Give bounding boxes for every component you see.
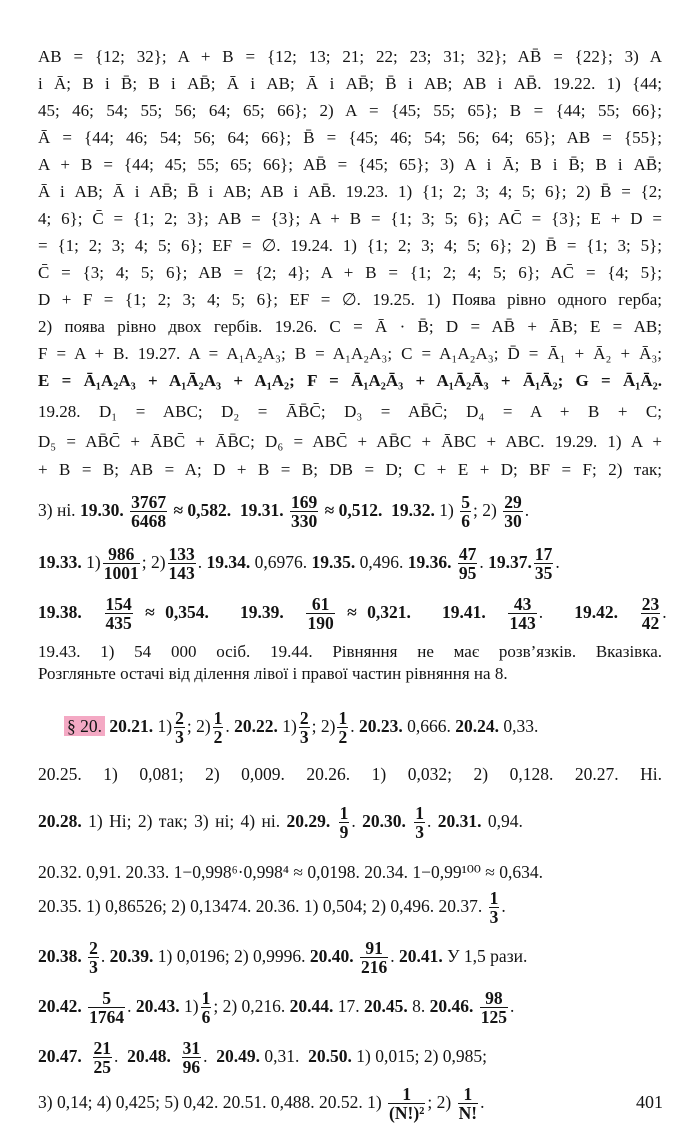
section-marker: § 20. [64, 716, 105, 736]
numerator: 1 [201, 988, 211, 1009]
answer-number: 19.35. [311, 552, 356, 572]
text: . [510, 996, 515, 1016]
fraction [130, 493, 167, 531]
fraction [641, 595, 661, 633]
text: . [225, 716, 230, 736]
answer-row-19-38 [38, 586, 667, 638]
answer-number: 20.40. [309, 946, 354, 966]
answer-number: 20.46. [429, 996, 474, 1016]
value: ≈ 0,512. [324, 500, 383, 520]
numerator: 5 [88, 989, 125, 1008]
fraction [460, 493, 471, 531]
numerator: 3767 [131, 492, 167, 513]
numerator: 47 [458, 544, 477, 565]
answer-number: 20.21. [109, 716, 154, 736]
answer-row-20-51 [38, 1076, 638, 1128]
fraction [93, 1039, 113, 1077]
denominator: 435 [105, 613, 132, 634]
answer-number: 19.39. [239, 602, 284, 622]
text: . [197, 552, 203, 572]
fraction [508, 595, 536, 633]
text-line: = {1; 2; 3; 4; 5; 6}; EF = ∅. 19.24. 1) {1; 2; 3; 4; 5; 6}; 2) B̄ = {1; 3; 5}; [38, 236, 662, 255]
value: 1) 0,015; 2) 0,985; [356, 1046, 488, 1066]
numerator: 1 [388, 1085, 425, 1104]
answer-row-20-38 [38, 930, 662, 982]
value: 0,94. [487, 811, 523, 831]
numerator: 1 [489, 888, 499, 909]
numerator: 61 [306, 595, 334, 614]
text: 1) [86, 552, 101, 572]
answer-number: 19.38. [38, 602, 82, 622]
fraction [458, 545, 478, 583]
text-line: E = Ā₁A₂A₃ + A₁Ā₂A₃ + A₁A₂; F = Ā₁A₂Ā₃ + A₁Ā₂Ā₃ + Ā₁Ā₂; G = Ā₁Ā₂. [38, 371, 662, 390]
fraction [534, 545, 554, 583]
text: 3) 0,14; 4) 0,425; 5) 0,42. 20.51. 0,488. 20.52. 1) [38, 1092, 382, 1112]
text-line: AB = {12; 32}; A + B = {12; 13; 21; 22; 23; 31; 32}; AB̄ = {22}; 3) A [38, 47, 662, 66]
answer-row-20-21 [64, 700, 662, 752]
fraction [174, 709, 185, 747]
value: 0,31. [264, 1046, 300, 1066]
text-line: D + F = {1; 2; 3; 4; 5; 6}; EF = ∅. 19.25. 1) Поява рівно одного герба; [38, 290, 662, 309]
denominator: 30 [504, 511, 522, 532]
denominator: 3 [89, 957, 98, 978]
page-number: 401 [636, 1092, 663, 1112]
numerator: 1 [415, 803, 424, 824]
text: 1) [439, 500, 454, 520]
text-line: Ā = {44; 46; 54; 56; 64; 66}; B̄ = {45; 46; 54; 56; 64; 65}; AB = {55}; [38, 128, 662, 147]
answer-number: 20.41. [399, 946, 443, 966]
answer-number: 20.42. [38, 996, 82, 1016]
answer-number: 20.50. [308, 1046, 352, 1066]
answer-row-20-35 [38, 880, 662, 932]
text: . [479, 552, 484, 572]
numerator: 2 [89, 938, 98, 959]
fraction [88, 989, 125, 1027]
fraction [480, 989, 508, 1027]
fraction [337, 709, 348, 747]
denominator: 1001 [103, 563, 139, 584]
text: . [203, 1046, 208, 1066]
denominator: 6 [201, 1007, 211, 1028]
answer-number: 20.47. [38, 1046, 82, 1066]
denominator: 2 [338, 727, 348, 748]
denominator: 3 [175, 727, 184, 748]
value: ≈ 0,354. [145, 602, 209, 622]
numerator: 17 [534, 544, 553, 565]
denominator: 6468 [131, 511, 167, 532]
text: 1) [184, 996, 199, 1016]
answer-number: 20.39. [109, 946, 154, 966]
numerator: 23 [641, 594, 660, 615]
value: У 1,5 рази. [447, 946, 528, 966]
value: 1) 0,0196; 2) 0,9996. [157, 946, 306, 966]
text: ; 2) [311, 716, 336, 736]
answer-number: 20.24. [455, 716, 499, 736]
value: 1) Ні; 2) так; 3) ні; 4) ні. [88, 811, 281, 831]
answer-number: 20.30. [362, 811, 406, 831]
text: ; 2) [427, 1092, 452, 1112]
answer-number: 20.28. [38, 811, 82, 831]
answer-row-20-28 [38, 795, 662, 847]
numerator: 31 [182, 1038, 201, 1059]
text-line: 20.32. 0,91. 20.33. 1−0,998⁶·0,998⁴ ≈ 0,0198. 20.34. 1−0,99¹⁰⁰ ≈ 0,634. [38, 862, 544, 882]
value: 17. [337, 996, 360, 1016]
text: . [351, 811, 356, 831]
answer-number: 19.30. [79, 500, 124, 520]
numerator: 169 [291, 492, 318, 513]
denominator: 1764 [89, 1007, 125, 1028]
fraction [88, 939, 99, 977]
text-line: A + B = {44; 45; 55; 65; 66}; AB̄ = {45; 65}; 3) A і Ā; B і B̄; B і AB̄; [38, 155, 662, 174]
denominator: 3 [489, 907, 499, 928]
numerator: 1 [213, 708, 223, 729]
answer-number: 20.31. [437, 811, 482, 831]
text: . [480, 1092, 485, 1112]
text-line: 19.28. D₁ = ABC; D₂ = ĀB̄C̄; D₃ = AB̄C̄; D₄ = A + B + C; [38, 402, 662, 421]
fraction [290, 493, 318, 531]
text-line: + B = B; AB = A; D + B = B; DB = D; C + E + D; BF = F; 2) так; [38, 460, 662, 479]
text: . [114, 1046, 119, 1066]
numerator: 133 [168, 544, 195, 565]
denominator: 35 [534, 563, 553, 584]
fraction [339, 804, 350, 842]
denominator: 96 [182, 1057, 201, 1078]
denominator: 143 [509, 613, 536, 634]
fraction [458, 1085, 478, 1123]
denominator: 42 [641, 613, 660, 634]
text-line: 19.43. 1) 54 000 осіб. 19.44. Рівняння не має розв’язків. Вказівка. [38, 642, 662, 661]
value: 0,33. [503, 716, 539, 736]
text-line: 4; 6}; C̄ = {1; 2; 3}; AB = {3}; A + B = {1; 3; 5; 6}; AC̄ = {3}; E + D = [38, 209, 662, 228]
denominator: 330 [291, 511, 318, 532]
fraction [201, 989, 212, 1027]
text-line: і Ā; B і B̄; B і AB̄; Ā і AB; Ā і AB̄; B̄ і AB; AB і AB̄. 19.22. 1) {44; [38, 74, 662, 93]
answer-number: 19.41. [441, 602, 486, 622]
numerator: 986 [103, 545, 140, 564]
text: . [501, 896, 506, 916]
answer-number: 20.45. [364, 996, 408, 1016]
text: . [524, 500, 530, 520]
answer-row-19-30 [38, 484, 662, 536]
numerator: 2 [299, 708, 309, 729]
answer-number: 20.38. [38, 946, 82, 966]
fraction [360, 939, 388, 977]
answer-number: 20.43. [135, 996, 180, 1016]
text: . [390, 946, 395, 966]
answer-number: 19.33. [38, 552, 82, 572]
denominator: (N!)² [389, 1103, 425, 1124]
denominator: 3 [299, 727, 309, 748]
value: ; 2) 0,216. [213, 996, 286, 1016]
denominator: 125 [480, 1007, 508, 1028]
text: 1) [282, 716, 297, 736]
denominator: 216 [361, 957, 388, 978]
answer-number: 19.34. [206, 552, 251, 572]
text-line: Розгляньте остачі від ділення лівої і правої частин рівняння на 8. [38, 664, 508, 683]
denominator: 95 [458, 563, 477, 584]
text-line: D₅ = AB̄C̄ + ĀBC̄ + ĀB̄C; D₆ = ABC̄ + AB̄C + ĀBC + ABC. 19.29. 1) A + [38, 432, 662, 451]
answer-number: 19.37. [488, 552, 532, 572]
numerator: 2 [175, 708, 184, 729]
text: . [426, 811, 432, 831]
numerator: 1 [458, 1085, 478, 1104]
value: 0,6976. [254, 552, 308, 572]
value: ≈ 0,582. [173, 500, 232, 520]
text: . [127, 996, 132, 1016]
text-line: 45; 46; 54; 55; 56; 64; 65; 66}; 2) A = {45; 55; 65}; B = {44; 55; 66}; [38, 101, 662, 120]
numerator: 21 [93, 1038, 111, 1059]
answer-number: 19.31. [239, 500, 284, 520]
text: ; 2) [186, 716, 211, 736]
denominator: 2 [213, 727, 223, 748]
fraction [213, 709, 224, 747]
fraction [503, 493, 523, 531]
answer-number: 19.36. [407, 552, 452, 572]
text-line: F = A + B. 19.27. A = A₁A₂A₃; B = A₁A₂A₃; C = A₁A₂A₃; D̄ = Ā₁ + Ā₂ + Ā₃; [38, 344, 662, 363]
answer-number: 20.44. [289, 996, 334, 1016]
fraction [388, 1085, 425, 1123]
numerator: 98 [480, 989, 508, 1008]
text-line: 20.25. 1) 0,081; 2) 0,009. 20.26. 1) 0,032; 2) 0,128. 20.27. Ні. [38, 764, 662, 784]
value: 0,496. [359, 552, 404, 572]
fraction [489, 889, 500, 927]
numerator: 154 [105, 594, 132, 615]
fraction [306, 595, 334, 633]
denominator: N! [458, 1103, 478, 1124]
answer-number: 20.29. [286, 811, 331, 831]
answer-row-20-42 [38, 980, 662, 1032]
fraction [299, 709, 310, 747]
answer-number: 20.49. [216, 1046, 260, 1066]
text: . [662, 602, 667, 622]
answer-number: 20.23. [358, 716, 403, 736]
numerator: 5 [461, 492, 470, 513]
denominator: 9 [339, 822, 349, 843]
value: ≈ 0,321. [347, 602, 411, 622]
text: . [100, 946, 106, 966]
denominator: 6 [461, 511, 470, 532]
text: 20.35. 1) 0,86526; 2) 0,13474. 20.36. 1) 0,504; 2) 0,496. 20.37. [38, 896, 483, 916]
text-line: 2) поява рівно двох гербів. 19.26. C = Ā · B̄; D = AB̄ + ĀB; E = AB; [38, 317, 662, 336]
numerator: 1 [339, 803, 349, 824]
answer-number: 19.32. [391, 500, 435, 520]
denominator: 3 [415, 822, 424, 843]
denominator: 143 [168, 563, 195, 584]
fraction [414, 804, 425, 842]
answer-number: 19.42. [574, 602, 618, 622]
value: 8. [412, 996, 426, 1016]
text: 1) [157, 716, 173, 736]
answer-row-20-47 [38, 1030, 662, 1082]
numerator: 29 [504, 492, 522, 513]
fraction [103, 545, 140, 583]
text: ; 2) [472, 500, 497, 520]
text: . [538, 602, 544, 622]
denominator: 25 [93, 1057, 111, 1078]
fraction [105, 595, 133, 633]
text: ; 2) [141, 552, 166, 572]
text: . [350, 716, 355, 736]
answer-number: 20.22. [234, 716, 278, 736]
text-line: Ā і AB; Ā і AB̄; B̄ і AB; AB і AB̄. 19.23. 1) {1; 2; 3; 4; 5; 6}; 2) B̄ = {2; [38, 182, 662, 201]
fraction [182, 1039, 202, 1077]
answer-number: 20.48. [127, 1046, 171, 1066]
numerator: 1 [338, 708, 348, 729]
denominator: 190 [307, 613, 334, 634]
text: . [555, 552, 560, 572]
value: 0,666. [407, 716, 451, 736]
answer-row-19-33 [38, 536, 662, 588]
text-line: C̄ = {3; 4; 5; 6}; AB = {2; 4}; A + B = {1; 2; 4; 5; 6}; AC̄ = {4; 5}; [38, 263, 662, 282]
numerator: 43 [508, 595, 536, 614]
numerator: 91 [360, 939, 388, 958]
text: 3) ні. [38, 500, 76, 520]
fraction [168, 545, 196, 583]
